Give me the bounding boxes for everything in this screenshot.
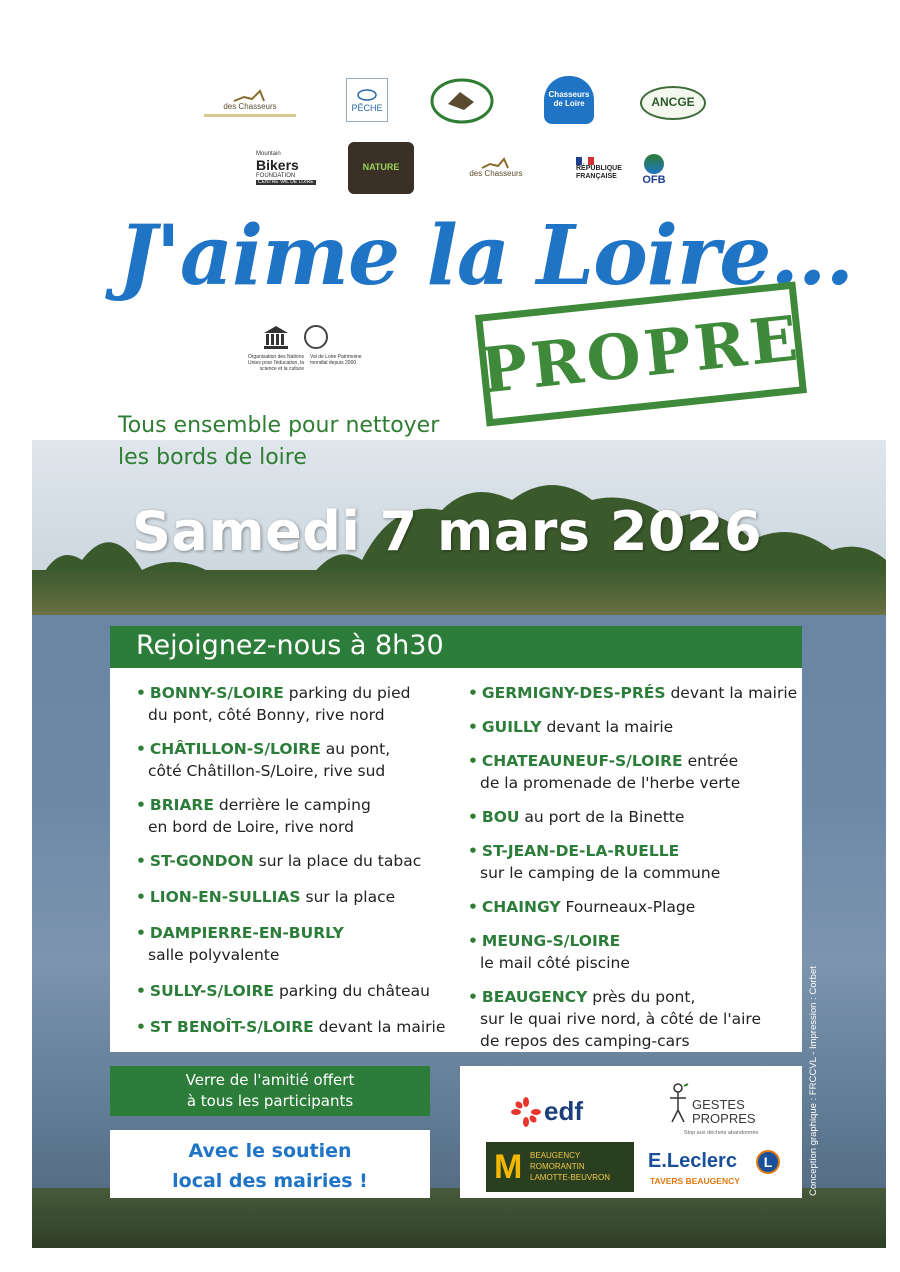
location-name: BONNY-S/LOIRE — [149, 684, 284, 702]
locations-panel — [110, 626, 802, 1052]
location-item — [136, 682, 410, 726]
bullet: • — [468, 752, 478, 770]
location-detail: devant la mairie — [541, 718, 674, 736]
chasseurs-logo-1-text: des Chasseurs — [223, 102, 277, 112]
location-detail-line: du pont, côté Bonny, rive nord — [148, 706, 385, 724]
republique-francaise-logo: RÉPUBLIQUE FRANÇAISE — [576, 146, 628, 192]
leclerc-location: TAVERS BEAUGENCY — [650, 1176, 740, 1186]
panel-header — [110, 626, 802, 668]
location-detail-line: sur le camping de la commune — [480, 864, 721, 882]
location-detail: Fourneaux-Plage — [560, 898, 696, 916]
location-item — [468, 896, 695, 918]
location-name: GERMIGNY-DES-PRÉS — [481, 684, 666, 702]
location-detail-line: en bord de Loire, rive nord — [148, 818, 354, 836]
location-name: ST BENOÎT-S/LOIRE — [149, 1018, 314, 1036]
verre-line-2: à tous les participants — [186, 1092, 354, 1110]
location-name: SULLY-S/LOIRE — [149, 982, 275, 1000]
mcdonalds-locations: BEAUGENCY ROMORANTIN LAMOTTE-BEUVRON — [530, 1151, 611, 1182]
fish-icon — [355, 86, 379, 104]
location-detail-line: sur le quai rive nord, à côté de l'aire — [480, 1010, 761, 1028]
location-name: BOU — [481, 808, 520, 826]
location-item — [136, 850, 421, 872]
location-name: MEUNG-S/LOIRE — [481, 932, 621, 950]
bullet: • — [468, 808, 478, 826]
verre-line-1: Verre de l'amitié offert — [185, 1071, 355, 1089]
tagline-line-1: Tous ensemble pour nettoyer — [118, 413, 440, 438]
location-item — [136, 980, 430, 1002]
hunter-icon — [230, 87, 270, 103]
location-item — [136, 794, 371, 838]
location-item — [136, 922, 344, 966]
edf-logo — [510, 1094, 620, 1134]
location-detail: parking du château — [274, 982, 430, 1000]
location-detail: devant la mairie — [313, 1018, 446, 1036]
location-item — [136, 738, 390, 782]
sponsors-box — [460, 1066, 802, 1198]
location-detail-line: salle polyvalente — [148, 946, 280, 964]
bullet: • — [468, 898, 478, 916]
location-detail: sur la place du tabac — [253, 852, 422, 870]
gestes-person-icon — [666, 1082, 690, 1126]
hunter-icon-2 — [478, 156, 514, 170]
page-title: J'aime la Loire... — [118, 208, 854, 304]
location-name: LION-EN-SULLIAS — [149, 888, 301, 906]
location-item — [468, 986, 761, 1052]
soutien-line-2: local des mairies ! — [172, 1170, 368, 1192]
location-name: ST-JEAN-DE-LA-RUELLE — [481, 842, 680, 860]
gestes-slogan: Stop aux déchets abandonnés — [683, 1130, 759, 1136]
bullet: • — [136, 796, 146, 814]
chasseurs-loire-logo: Chasseurs de Loire — [544, 76, 594, 124]
location-item — [468, 682, 797, 704]
location-name: DAMPIERRE-EN-BURLY — [149, 924, 344, 942]
ofb-logo: OFB — [636, 148, 672, 192]
location-detail-line: côté Châtillon-S/Loire, rive sud — [148, 762, 386, 780]
location-item — [468, 750, 740, 794]
bullet: • — [468, 988, 478, 1006]
chasseurs-logo-1 — [200, 84, 300, 120]
tagline-line-2: les bords de loire — [118, 444, 307, 470]
nature-logo: NATURE — [348, 142, 414, 194]
location-detail: au pont, — [320, 740, 391, 758]
bullet: • — [136, 982, 146, 1000]
location-item — [468, 840, 720, 884]
federation-round-logo — [430, 78, 494, 124]
unesco-temple-icon — [262, 325, 290, 349]
gestes-text: GESTES PROPRES — [692, 1097, 756, 1126]
location-detail: entrée — [682, 752, 739, 770]
chasseurs-logo-2: des Chasseurs — [452, 150, 540, 184]
edf-text: edf — [544, 1096, 583, 1126]
edf-burst-icon — [510, 1096, 542, 1128]
location-name: CHATEAUNEUF-S/LOIRE — [481, 752, 683, 770]
world-heritage-text: Val de Loire Patrimoine mondial depuis 2000 — [310, 354, 362, 366]
bullet: • — [136, 924, 146, 942]
panel-header-text: Rejoignez-nous à 8h30 — [136, 630, 444, 661]
bullet: • — [468, 932, 478, 950]
leclerc-logo — [648, 1150, 788, 1190]
duck-emblem-icon — [430, 78, 494, 124]
event-date: Samedi 7 mars 2026 — [132, 500, 763, 563]
location-name: CHAINGY — [481, 898, 561, 916]
ofb-circle-icon — [644, 154, 664, 174]
location-detail: parking du pied — [283, 684, 411, 702]
location-name: ST-GONDON — [149, 852, 254, 870]
location-detail: près du pont, — [587, 988, 696, 1006]
bullet: • — [468, 842, 478, 860]
location-name: BEAUGENCY — [481, 988, 588, 1006]
gestes-propres-logo — [666, 1078, 776, 1140]
location-item — [468, 930, 630, 974]
location-detail: devant la mairie — [665, 684, 798, 702]
print-credit: Conception graphique : FRCCVL - Impression : Corbet — [808, 966, 819, 1196]
location-detail-line: de repos des camping-cars — [480, 1032, 690, 1050]
location-detail: au port de la Binette — [519, 808, 685, 826]
propre-stamp-text: PROPRE — [477, 300, 805, 408]
mcdonalds-logo — [486, 1142, 634, 1192]
location-name: CHÂTILLON-S/LOIRE — [149, 740, 321, 758]
bullet: • — [136, 684, 146, 702]
soutien-line-1: Avec le soutien — [188, 1140, 352, 1162]
location-detail-line: de la promenade de l'herbe verte — [480, 774, 741, 792]
location-item — [468, 806, 684, 828]
bullet: • — [468, 684, 478, 702]
bullet: • — [468, 718, 478, 736]
location-item — [468, 716, 673, 738]
bullet: • — [136, 852, 146, 870]
location-item — [136, 1016, 445, 1038]
world-heritage-icon — [304, 325, 328, 349]
mountain-bikers-logo: Mountain Bikers FOUNDATION CENTRE VAL DE LOIRE — [256, 150, 314, 185]
bullet: • — [136, 888, 146, 906]
mcdonalds-m-icon: M — [494, 1148, 523, 1186]
leclerc-text: E.Leclerc — [648, 1150, 737, 1172]
bullet: • — [136, 740, 146, 758]
location-name: GUILLY — [481, 718, 542, 736]
ancge-logo: ANCGE — [640, 86, 706, 120]
unesco-logo — [242, 325, 372, 385]
leclerc-badge-icon: L — [756, 1150, 780, 1174]
location-detail: derrière le camping — [213, 796, 371, 814]
unesco-org-text: Organisation des Nations Unies pour l'éducation, la science et la culture — [247, 354, 304, 372]
bullet: • — [136, 1018, 146, 1036]
tagline — [118, 410, 498, 474]
location-detail: sur la place — [300, 888, 396, 906]
soutien-box — [110, 1130, 430, 1198]
peche-logo: PÊCHE — [346, 78, 388, 122]
location-detail-line: le mail côté piscine — [480, 954, 630, 972]
verre-amitie-box — [110, 1066, 430, 1116]
location-item — [136, 886, 395, 908]
location-name: BRIARE — [149, 796, 214, 814]
